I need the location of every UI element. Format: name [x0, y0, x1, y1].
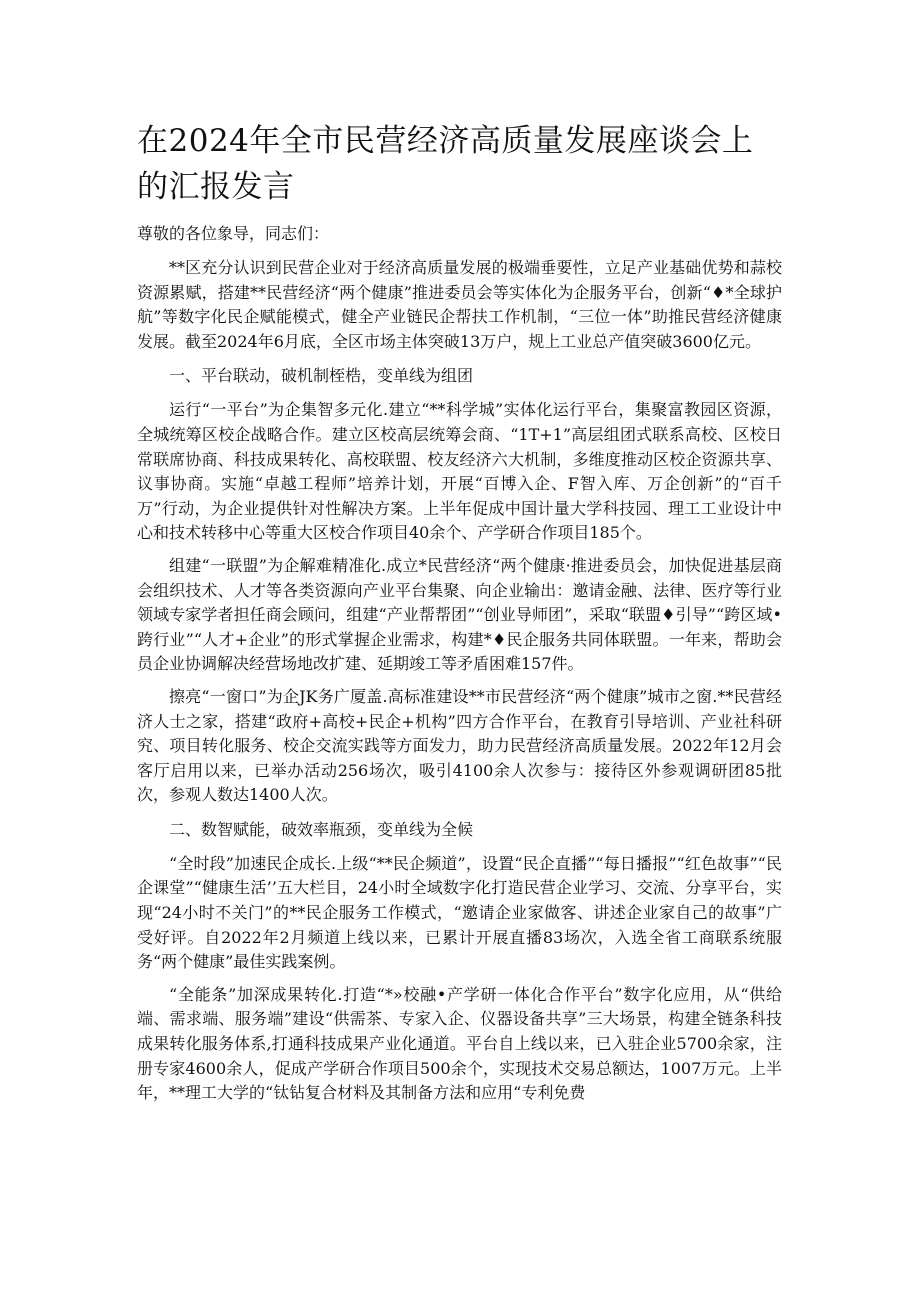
section-1-paragraph-2: 组建“一联盟”为企解难精准化.成立*民营经济“两个健康·推进委员会，加快促进基层商会组织技术、人才等各类资源向产业平台集聚、向企业输出：邀请金融、法律、医疗等行业领域专家学者担任商会顾问，组建“产业帮帮团”“创业导师团”，采取“联盟♦引导”“跨区域•跨行业”“人才+企业”的形式掌握企业需求，构建*♦民企服务共同体联盟。一年来，帮助会员企业协调解决经营场地改扩建、延期竣工等矛盾困难157件。 — [137, 555, 782, 674]
section-2-heading: 二、数智赋能，破效率瓶颈，变单线为全候 — [169, 819, 474, 839]
section-2-paragraph-1: “全时段”加速民企成长.上级“**民企频道”，设置“民企直播”“每日播报”“红色故事”“民企课堂”“健康生活’’五大栏目，24小时全域数字化打造民营企业学习、交流、分享平台，实现“24小时不关门”的**民企服务工作模式，“邀请企业家做客、讲述企业家自己的故事”广受好评。自2022年2月频道上线以来，已累计开展直播83场次，入选全省工商联系统服务“两个健康”最佳实践案例。 — [137, 853, 782, 972]
section-1-paragraph-3: 擦亮“一窗口”为企JK务广厦盖.高标准建设**市民营经济“两个健康”城市之窗.**民营经济人士之家，搭建“政府+高校+民企+机构”四方合作平台，在教育引导培训、产业社科研究、项目转化服务、校企交流实践等方面发力，助力民营经济高质量发展。2022年12月会客厅启用以来，已举办活动256场次，吸引4100余人次参与：接待区外参观调研团85批次，参观人数达1400人次。 — [137, 686, 782, 805]
section-1-paragraph-1: 运行“一平台”为企集智多元化.建立“**科学城”实体化运行平台，集聚富教园区资源，全城统筹区校企战略合作。建立区校高层统筹会商、“1T+1”高层组团式联系高校、区校日常联席协商、科技成果转化、高校联盟、校友经济六大机制，多维度推动区校企资源共享、议事协商。实施“卓越工程师”培养计划，开展“百博入企、F智入库、万企创新”的“百千万”行动，为企业提供针对性解决方案。上半年促成中国计量大学科技园、理工工业设计中心和技术转移中心等重大区校合作项目40余个、产学研合作项目185个。 — [137, 400, 782, 543]
intro-paragraph: **区充分认识到民营企业对于经济高质量发展的极端垂要性，立足产业基础优势和蒜校资源累赋，搭建**民营经济“两个健康”推进委员会等实体化为企服务平台，创新“♦*全球护航”等数字化民企赋能模式，健全产业链民企帮扶工作机制，“三位一体”助推民营经济健康发展。截至2024年6月底，全区市场主体突破13万户，规上工业总产值突破3600亿元。 — [137, 258, 782, 351]
section-1-heading: 一、平台联动，破机制桎梏，变单线为组团 — [169, 366, 474, 386]
salutation: 尊敬的各位象导，同志们： — [137, 224, 330, 243]
section-2-paragraph-2: “全能条”加深成果转化.打造“*»校融•产学研一体化合作平台”数字化应用，从“供给端、需求端、服务端”建设“供需茶、专家入企、仪器设备共享”三大场景，构建全链条科技成果转化服务体系,打通科技成果产业化通道。平台自上线以来，已入驻企业5700余家，注册专家4600余人，促成产学研合作项目500余个，实现技术交易总额达，1007万元。上半年，**理工大学的“钛钻复合材料及其制备方法和应用“专利免费 — [137, 984, 782, 1103]
document-title: 在2024年全市民营经济高质量发展座谈会上的汇报发言 — [137, 123, 754, 205]
